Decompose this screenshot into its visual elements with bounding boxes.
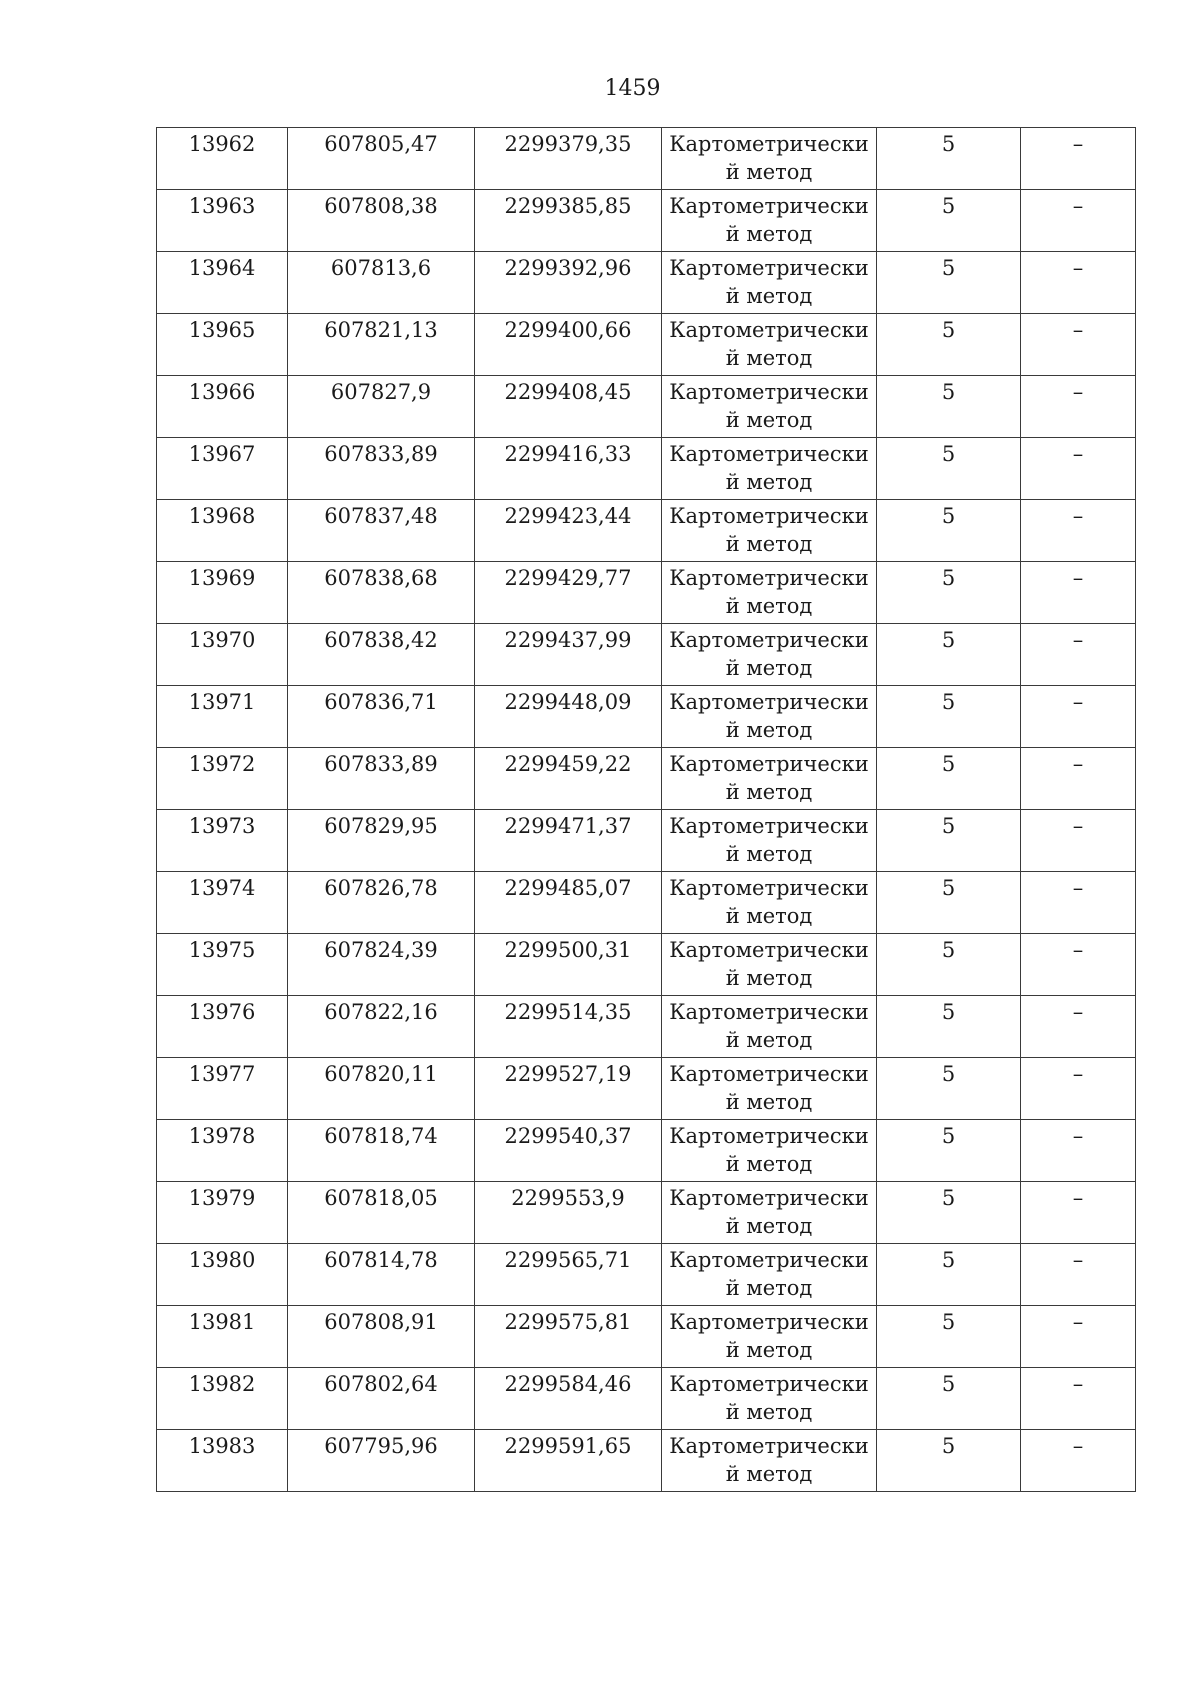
x-coordinate-cell: 607818,74: [288, 1120, 475, 1182]
point-number-cell: 13983: [157, 1430, 288, 1492]
method-cell: [662, 934, 877, 996]
x-coordinate-cell: 607820,11: [288, 1058, 475, 1120]
y-coordinate-cell: 2299392,96: [475, 252, 662, 314]
y-coordinate-cell: 2299408,45: [475, 376, 662, 438]
method-cell: [662, 1430, 877, 1492]
table-row: [157, 934, 1136, 996]
point-number-cell: 13964: [157, 252, 288, 314]
description-cell: –: [1021, 562, 1136, 624]
table-row: [157, 1120, 1136, 1182]
x-coordinate-cell: 607824,39: [288, 934, 475, 996]
accuracy-cell: 5: [877, 748, 1021, 810]
method-cell: [662, 252, 877, 314]
point-number-cell: 13963: [157, 190, 288, 252]
point-number-cell: 13981: [157, 1306, 288, 1368]
point-number-cell: 13977: [157, 1058, 288, 1120]
accuracy-cell: 5: [877, 686, 1021, 748]
method-text: Картометрически й метод: [669, 1124, 869, 1176]
description-cell: –: [1021, 686, 1136, 748]
accuracy-cell: 5: [877, 500, 1021, 562]
accuracy-cell: 5: [877, 872, 1021, 934]
table-row: [157, 1244, 1136, 1306]
description-cell: –: [1021, 1306, 1136, 1368]
x-coordinate-cell: 607836,71: [288, 686, 475, 748]
y-coordinate-cell: 2299400,66: [475, 314, 662, 376]
method-text: Картометрически й метод: [669, 380, 869, 432]
method-cell: [662, 810, 877, 872]
coordinates-table: [156, 127, 1136, 1492]
y-coordinate-cell: 2299459,22: [475, 748, 662, 810]
method-text: Картометрически й метод: [669, 318, 869, 370]
method-cell: [662, 500, 877, 562]
table-row: [157, 500, 1136, 562]
description-cell: –: [1021, 438, 1136, 500]
point-number-cell: 13971: [157, 686, 288, 748]
y-coordinate-cell: 2299540,37: [475, 1120, 662, 1182]
x-coordinate-cell: 607805,47: [288, 128, 475, 190]
accuracy-cell: 5: [877, 314, 1021, 376]
method-cell: [662, 314, 877, 376]
method-cell: [662, 748, 877, 810]
x-coordinate-cell: 607826,78: [288, 872, 475, 934]
accuracy-cell: 5: [877, 996, 1021, 1058]
method-text: Картометрически й метод: [669, 194, 869, 246]
table-row: [157, 128, 1136, 190]
description-cell: –: [1021, 252, 1136, 314]
x-coordinate-cell: 607808,91: [288, 1306, 475, 1368]
x-coordinate-cell: 607829,95: [288, 810, 475, 872]
x-coordinate-cell: 607808,38: [288, 190, 475, 252]
x-coordinate-cell: 607802,64: [288, 1368, 475, 1430]
point-number-cell: 13965: [157, 314, 288, 376]
y-coordinate-cell: 2299416,33: [475, 438, 662, 500]
accuracy-cell: 5: [877, 438, 1021, 500]
y-coordinate-cell: 2299527,19: [475, 1058, 662, 1120]
y-coordinate-cell: 2299423,44: [475, 500, 662, 562]
table-row: [157, 1430, 1136, 1492]
method-text: Картометрически й метод: [669, 566, 869, 618]
method-cell: [662, 624, 877, 686]
description-cell: –: [1021, 624, 1136, 686]
method-text: Картометрически й метод: [669, 876, 869, 928]
method-cell: [662, 1058, 877, 1120]
table-row: [157, 748, 1136, 810]
point-number-cell: 13969: [157, 562, 288, 624]
table-row: [157, 1058, 1136, 1120]
point-number-cell: 13970: [157, 624, 288, 686]
method-text: Картометрически й метод: [669, 1000, 869, 1052]
method-text: Картометрически й метод: [669, 690, 869, 742]
accuracy-cell: 5: [877, 1368, 1021, 1430]
table-row: [157, 1182, 1136, 1244]
description-cell: –: [1021, 748, 1136, 810]
description-cell: –: [1021, 1368, 1136, 1430]
method-text: Картометрически й метод: [669, 1372, 869, 1424]
method-text: Картометрически й метод: [669, 1186, 869, 1238]
table-row: [157, 996, 1136, 1058]
accuracy-cell: 5: [877, 934, 1021, 996]
x-coordinate-cell: 607814,78: [288, 1244, 475, 1306]
x-coordinate-cell: 607838,68: [288, 562, 475, 624]
description-cell: –: [1021, 314, 1136, 376]
accuracy-cell: 5: [877, 190, 1021, 252]
accuracy-cell: 5: [877, 1244, 1021, 1306]
table-row: [157, 624, 1136, 686]
accuracy-cell: 5: [877, 562, 1021, 624]
y-coordinate-cell: 2299584,46: [475, 1368, 662, 1430]
point-number-cell: 13973: [157, 810, 288, 872]
method-text: Картометрически й метод: [669, 1434, 869, 1486]
point-number-cell: 13972: [157, 748, 288, 810]
y-coordinate-cell: 2299553,9: [475, 1182, 662, 1244]
method-text: Картометрически й метод: [669, 628, 869, 680]
method-text: Картометрически й метод: [669, 938, 869, 990]
table-row: [157, 252, 1136, 314]
method-cell: [662, 872, 877, 934]
description-cell: –: [1021, 996, 1136, 1058]
table-row: [157, 438, 1136, 500]
x-coordinate-cell: 607813,6: [288, 252, 475, 314]
method-cell: [662, 562, 877, 624]
y-coordinate-cell: 2299485,07: [475, 872, 662, 934]
method-cell: [662, 376, 877, 438]
table-row: [157, 810, 1136, 872]
accuracy-cell: 5: [877, 128, 1021, 190]
point-number-cell: 13976: [157, 996, 288, 1058]
description-cell: –: [1021, 1120, 1136, 1182]
accuracy-cell: 5: [877, 376, 1021, 438]
table-row: [157, 314, 1136, 376]
method-cell: [662, 1182, 877, 1244]
method-cell: [662, 190, 877, 252]
method-cell: [662, 996, 877, 1058]
point-number-cell: 13966: [157, 376, 288, 438]
description-cell: –: [1021, 128, 1136, 190]
x-coordinate-cell: 607821,13: [288, 314, 475, 376]
table-row: [157, 1306, 1136, 1368]
method-text: Картометрически й метод: [669, 132, 869, 184]
point-number-cell: 13982: [157, 1368, 288, 1430]
accuracy-cell: 5: [877, 1306, 1021, 1368]
accuracy-cell: 5: [877, 1430, 1021, 1492]
accuracy-cell: 5: [877, 624, 1021, 686]
x-coordinate-cell: 607818,05: [288, 1182, 475, 1244]
method-cell: [662, 686, 877, 748]
table-row: [157, 1368, 1136, 1430]
x-coordinate-cell: 607837,48: [288, 500, 475, 562]
table-row: [157, 562, 1136, 624]
y-coordinate-cell: 2299565,71: [475, 1244, 662, 1306]
method-text: Картометрически й метод: [669, 1248, 869, 1300]
x-coordinate-cell: 607822,16: [288, 996, 475, 1058]
accuracy-cell: 5: [877, 252, 1021, 314]
method-cell: [662, 438, 877, 500]
description-cell: –: [1021, 934, 1136, 996]
y-coordinate-cell: 2299385,85: [475, 190, 662, 252]
accuracy-cell: 5: [877, 810, 1021, 872]
description-cell: –: [1021, 872, 1136, 934]
method-text: Картометрически й метод: [669, 256, 869, 308]
point-number-cell: 13980: [157, 1244, 288, 1306]
description-cell: –: [1021, 810, 1136, 872]
point-number-cell: 13967: [157, 438, 288, 500]
x-coordinate-cell: 607833,89: [288, 438, 475, 500]
point-number-cell: 13968: [157, 500, 288, 562]
description-cell: –: [1021, 376, 1136, 438]
x-coordinate-cell: 607833,89: [288, 748, 475, 810]
accuracy-cell: 5: [877, 1182, 1021, 1244]
y-coordinate-cell: 2299500,31: [475, 934, 662, 996]
table-row: [157, 872, 1136, 934]
point-number-cell: 13962: [157, 128, 288, 190]
method-text: Картометрически й метод: [669, 442, 869, 494]
accuracy-cell: 5: [877, 1120, 1021, 1182]
method-cell: [662, 1368, 877, 1430]
method-cell: [662, 1306, 877, 1368]
point-number-cell: 13975: [157, 934, 288, 996]
point-number-cell: 13978: [157, 1120, 288, 1182]
method-cell: [662, 1244, 877, 1306]
method-text: Картометрически й метод: [669, 504, 869, 556]
table-row: [157, 376, 1136, 438]
description-cell: –: [1021, 500, 1136, 562]
accuracy-cell: 5: [877, 1058, 1021, 1120]
y-coordinate-cell: 2299448,09: [475, 686, 662, 748]
y-coordinate-cell: 2299437,99: [475, 624, 662, 686]
table-row: [157, 190, 1136, 252]
method-text: Картометрически й метод: [669, 1062, 869, 1114]
point-number-cell: 13974: [157, 872, 288, 934]
table-row: [157, 686, 1136, 748]
page-number: 1459: [604, 76, 661, 101]
y-coordinate-cell: 2299514,35: [475, 996, 662, 1058]
x-coordinate-cell: 607827,9: [288, 376, 475, 438]
method-cell: [662, 1120, 877, 1182]
description-cell: –: [1021, 1244, 1136, 1306]
description-cell: –: [1021, 1182, 1136, 1244]
method-text: Картометрически й метод: [669, 752, 869, 804]
y-coordinate-cell: 2299591,65: [475, 1430, 662, 1492]
description-cell: –: [1021, 1430, 1136, 1492]
y-coordinate-cell: 2299575,81: [475, 1306, 662, 1368]
table-body: [157, 128, 1136, 1492]
x-coordinate-cell: 607795,96: [288, 1430, 475, 1492]
method-cell: [662, 128, 877, 190]
y-coordinate-cell: 2299379,35: [475, 128, 662, 190]
point-number-cell: 13979: [157, 1182, 288, 1244]
y-coordinate-cell: 2299471,37: [475, 810, 662, 872]
y-coordinate-cell: 2299429,77: [475, 562, 662, 624]
description-cell: –: [1021, 1058, 1136, 1120]
method-text: Картометрически й метод: [669, 1310, 869, 1362]
method-text: Картометрически й метод: [669, 814, 869, 866]
x-coordinate-cell: 607838,42: [288, 624, 475, 686]
description-cell: –: [1021, 190, 1136, 252]
